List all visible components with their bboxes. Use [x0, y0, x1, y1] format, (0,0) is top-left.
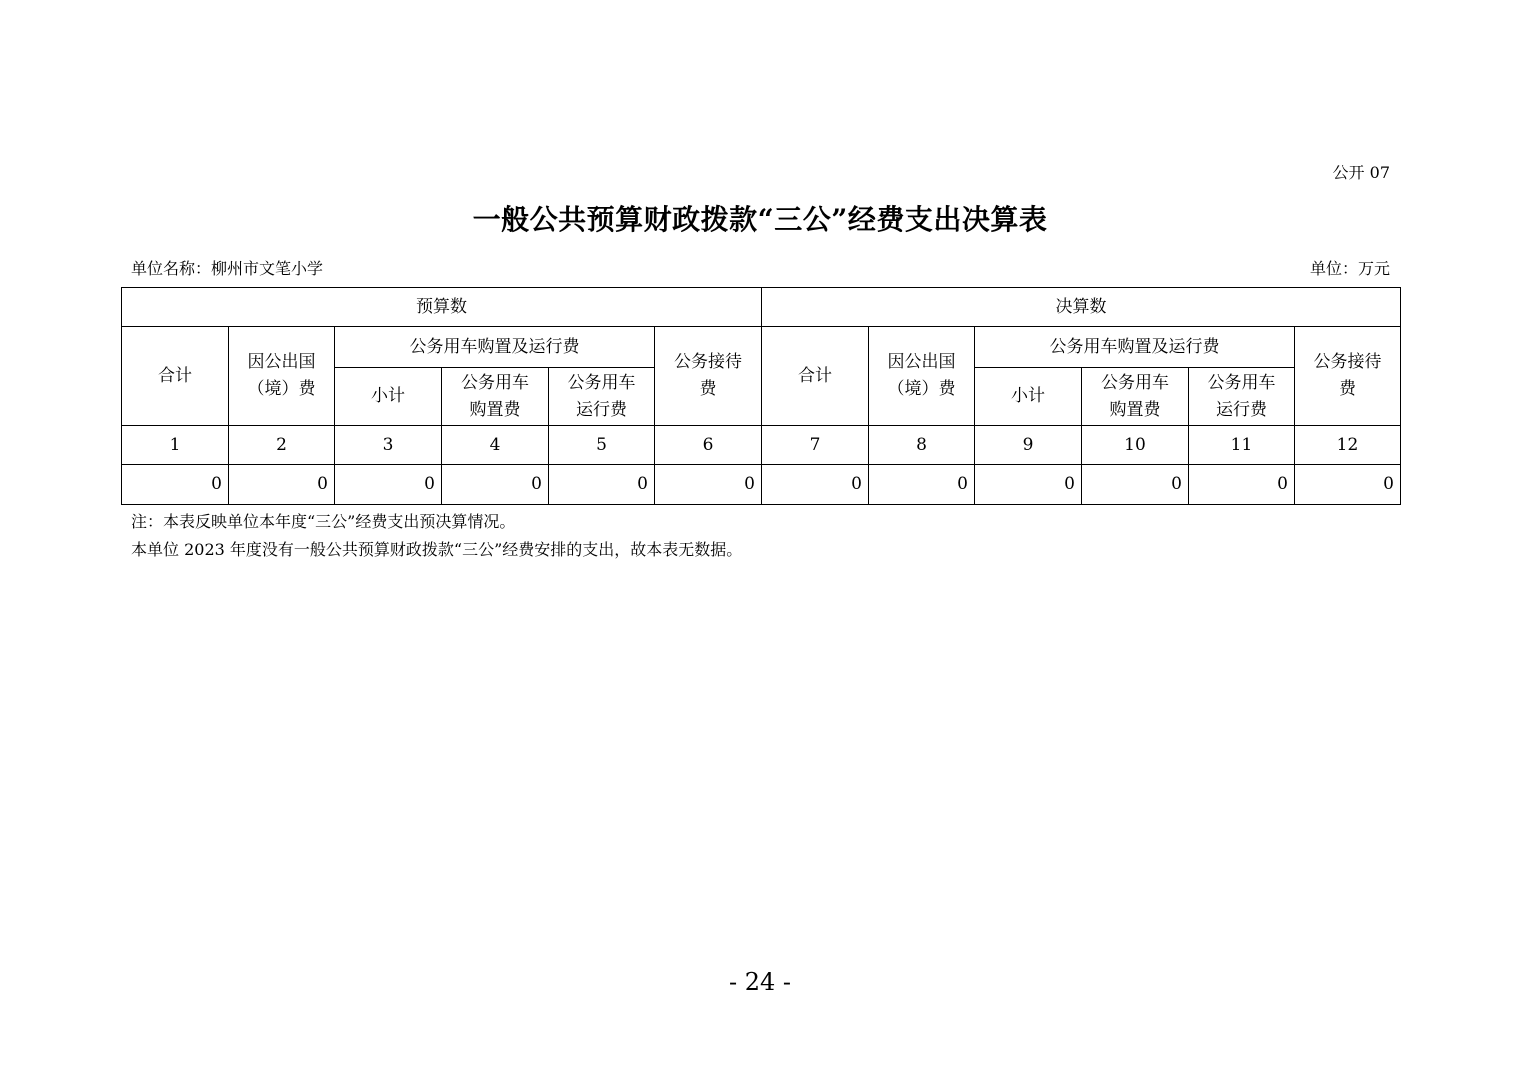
header-line: 公务用车 [461, 372, 529, 393]
index-cell: 8 [869, 426, 975, 465]
group-header-row [122, 288, 1401, 327]
value-cell: 0 [229, 465, 335, 505]
header-line: （境）费 [247, 379, 316, 399]
footnote: 注：本表反映单位本年度“三公”经费支出预决算情况。 [131, 512, 516, 531]
header-line: 公务用车 [1207, 372, 1276, 393]
final-reception-header [1295, 327, 1401, 426]
final-vehicle-header: 公务用车购置及运行费 [975, 327, 1295, 368]
budget-total-header: 合计 [122, 327, 229, 426]
header-line: 公务接待 [674, 352, 742, 372]
expense-table [121, 287, 1401, 505]
index-cell: 4 [442, 426, 549, 465]
index-cell: 9 [975, 426, 1082, 465]
header-line: 运行费 [1216, 399, 1267, 420]
value-cell: 0 [762, 465, 869, 505]
index-cell: 6 [655, 426, 762, 465]
value-cell: 0 [442, 465, 549, 505]
group-budget: 预算数 [122, 288, 762, 327]
value-cell: 0 [1082, 465, 1189, 505]
form-code: 公开 07 [1332, 163, 1390, 182]
header-row-1 [122, 327, 1401, 368]
group-final: 决算数 [762, 288, 1401, 327]
final-operation-header [1189, 368, 1295, 426]
header-line: 费 [1339, 379, 1356, 399]
budget-subtotal-header: 小计 [335, 368, 442, 426]
index-cell: 2 [229, 426, 335, 465]
value-cell: 0 [655, 465, 762, 505]
value-cell: 0 [335, 465, 442, 505]
budget-overseas-header [229, 327, 335, 426]
budget-reception-header [655, 327, 762, 426]
unit-name: 单位名称：柳州市文笔小学 [131, 259, 324, 278]
header-line: 公务用车 [567, 372, 636, 393]
final-subtotal-header: 小计 [975, 368, 1082, 426]
budget-operation-header [549, 368, 655, 426]
budget-purchase-header [442, 368, 549, 426]
index-cell: 3 [335, 426, 442, 465]
header-line: 公务接待 [1313, 352, 1382, 372]
header-line: 购置费 [1109, 399, 1161, 420]
value-cell: 0 [549, 465, 655, 505]
index-cell: 12 [1295, 426, 1401, 465]
index-cell: 1 [122, 426, 229, 465]
header-line: 运行费 [576, 399, 627, 420]
final-purchase-header [1082, 368, 1189, 426]
index-cell: 11 [1189, 426, 1295, 465]
value-cell: 0 [122, 465, 229, 505]
value-cell: 0 [1295, 465, 1401, 505]
index-cell: 10 [1082, 426, 1189, 465]
footnote: 本单位 2023 年度没有一般公共预算财政拨款“三公”经费安排的支出，故本表无数据。 [131, 540, 743, 559]
index-cell: 5 [549, 426, 655, 465]
header-line: 因公出国 [887, 352, 956, 372]
header-line: 因公出国 [247, 352, 316, 372]
header-line: 购置费 [469, 399, 521, 420]
value-cell: 0 [975, 465, 1082, 505]
page-number: - 24 - [728, 968, 791, 996]
header-line: （境）费 [887, 379, 956, 399]
value-cell: 0 [869, 465, 975, 505]
currency-unit: 单位：万元 [1309, 259, 1390, 278]
page-title: 一般公共预算财政拨款“三公”经费支出决算表 [472, 203, 1048, 236]
budget-vehicle-header: 公务用车购置及运行费 [335, 327, 655, 368]
value-cell: 0 [1189, 465, 1295, 505]
final-total-header: 合计 [762, 327, 869, 426]
index-cell: 7 [762, 426, 869, 465]
value-row [122, 465, 1401, 505]
header-line: 公务用车 [1101, 372, 1169, 393]
index-row [122, 426, 1401, 465]
final-overseas-header [869, 327, 975, 426]
header-line: 费 [699, 379, 717, 399]
